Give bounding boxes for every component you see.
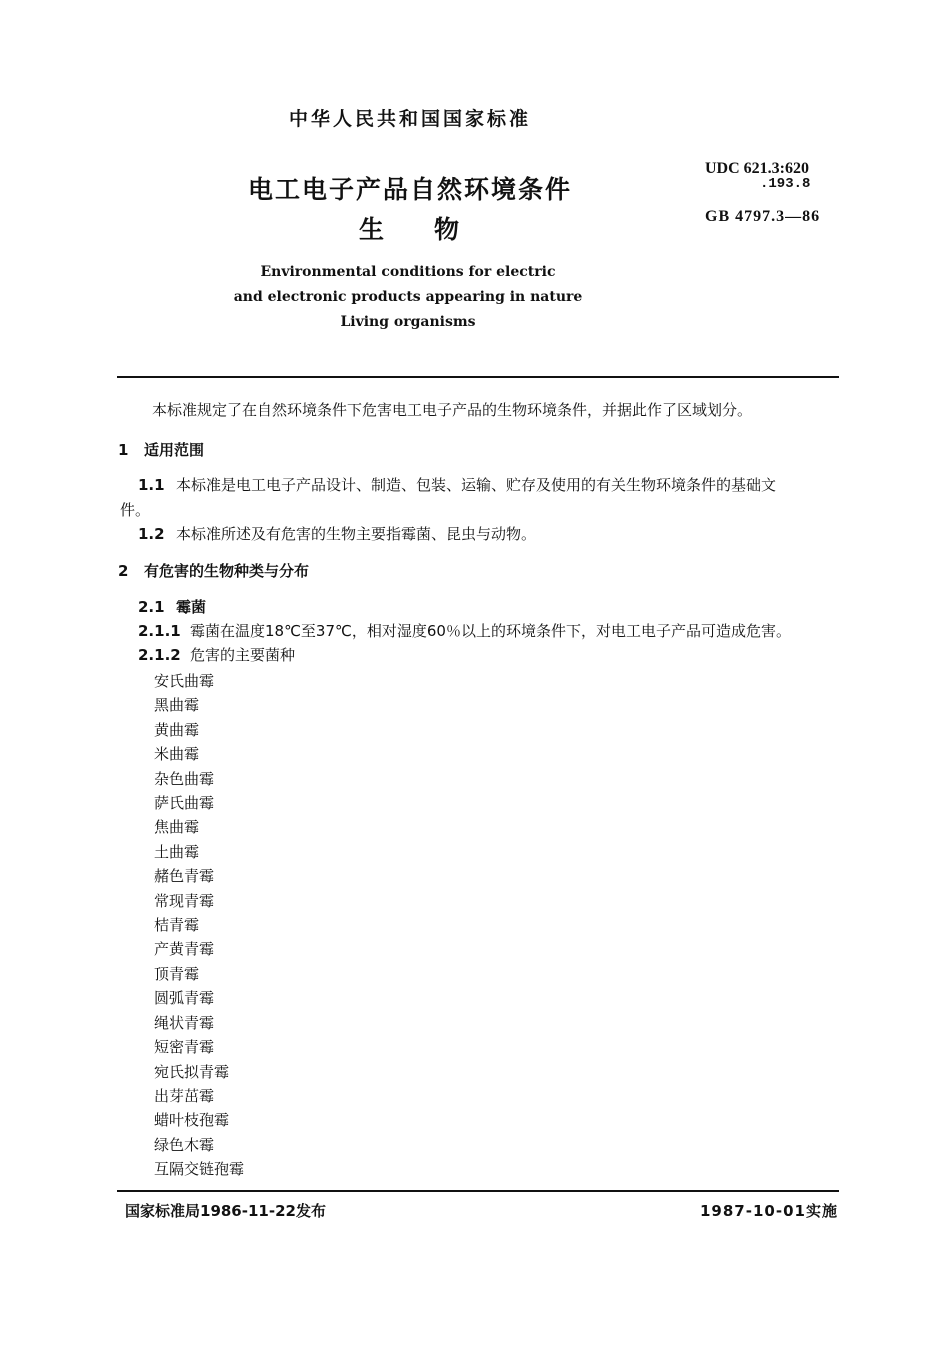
list-item: 互隔交链孢霉 xyxy=(154,1160,245,1179)
list-item: 圆弧青霉 xyxy=(154,989,215,1008)
list-item: 米曲霉 xyxy=(154,745,200,764)
list-item: 黑曲霉 xyxy=(154,696,200,715)
list-item: 产黄青霉 xyxy=(154,940,215,959)
list-item: 顶青霉 xyxy=(154,964,200,983)
clause-1-2-number: 1.2 xyxy=(138,525,165,543)
clause-2-1-1-number: 2.1.1 xyxy=(138,622,181,640)
effective-date: 1987-10-01实施 xyxy=(700,1202,838,1220)
intro-paragraph: 本标准规定了在自然环境条件下危害电工电子产品的生物环境条件，并据此作了区域划分。 xyxy=(152,401,753,419)
section-2-number: 2 xyxy=(118,562,129,580)
clause-2-1-2-text: 危害的主要菌种 xyxy=(190,646,296,664)
list-item: 土曲霉 xyxy=(154,842,200,861)
section-2-title: 有危害的生物种类与分布 xyxy=(144,562,310,580)
clause-2-1-title: 霉菌 xyxy=(176,598,207,616)
list-item: 宛氏拟青霉 xyxy=(154,1062,230,1081)
list-item: 桔青霉 xyxy=(154,916,200,935)
clause-1-2 xyxy=(138,524,536,544)
list-item: 常现青霉 xyxy=(154,891,215,910)
udc-code: UDC 621.3:620 xyxy=(705,160,809,177)
list-item: 安氏曲霉 xyxy=(154,672,215,690)
clause-1-2-text: 本标准所述及有危害的生物主要指霉菌、昆虫与动物。 xyxy=(176,525,537,543)
clause-2-1-1-text: 霉菌在温度18℃至37℃，相对湿度60％以上的环境条件下，对电工电子产品可造成危害。 xyxy=(190,622,791,640)
clause-2-1-number: 2.1 xyxy=(138,598,165,616)
national-standard-heading: 中华人民共和国国家标准 xyxy=(288,108,531,130)
title-en-line-1: Environmental conditions for electric xyxy=(260,264,556,280)
gb-code: GB 4797.3—86 xyxy=(705,208,821,225)
section-1-number: 1 xyxy=(118,441,129,459)
issue-date: 国家标准局1986-11-22发布 xyxy=(125,1202,326,1220)
list-item: 杂色曲霉 xyxy=(154,769,215,788)
section-1-title: 适用范围 xyxy=(144,441,205,459)
clause-1-1-continued: 件。 xyxy=(120,501,151,519)
list-item: 绳状青霉 xyxy=(154,1013,215,1032)
clause-1-1-number: 1.1 xyxy=(138,476,165,494)
clause-1-1-text: 本标准是电工电子产品设计、制造、包装、运输、贮存及使用的有关生物环境条件的基础文 xyxy=(176,476,777,494)
list-item: 赭色青霉 xyxy=(154,867,215,886)
clause-2-1-heading xyxy=(138,597,206,617)
section-2-heading xyxy=(118,561,309,581)
title-en-line-3: Living organisms xyxy=(340,314,476,330)
footer-divider xyxy=(117,1190,839,1192)
clause-1-1 xyxy=(138,475,776,495)
udc-code-continued: .193.8 xyxy=(760,176,811,192)
list-item: 萨氏曲霉 xyxy=(154,794,215,813)
list-item: 绿色木霉 xyxy=(154,1135,215,1154)
subtitle-char-2: 物 xyxy=(434,215,462,244)
header-divider xyxy=(117,376,839,378)
list-item: 蜡叶枝孢霉 xyxy=(154,1111,230,1130)
clause-2-1-2-number: 2.1.2 xyxy=(138,646,181,664)
section-1-heading xyxy=(118,440,204,460)
list-item: 出芽茁霉 xyxy=(154,1086,215,1105)
list-item: 短密青霉 xyxy=(154,1038,215,1057)
clause-2-1-2 xyxy=(138,645,295,665)
list-item: 焦曲霉 xyxy=(154,818,200,837)
document-subtitle-cn xyxy=(0,210,820,246)
list-item: 黄曲霉 xyxy=(154,720,200,739)
document-title-cn: 电工电子产品自然环境条件 xyxy=(247,175,572,204)
fungus-species-list xyxy=(154,669,244,1182)
title-en-line-2: and electronic products appearing in nature xyxy=(233,289,583,305)
subtitle-char-1: 生 xyxy=(358,215,386,244)
clause-2-1-1 xyxy=(138,621,791,641)
